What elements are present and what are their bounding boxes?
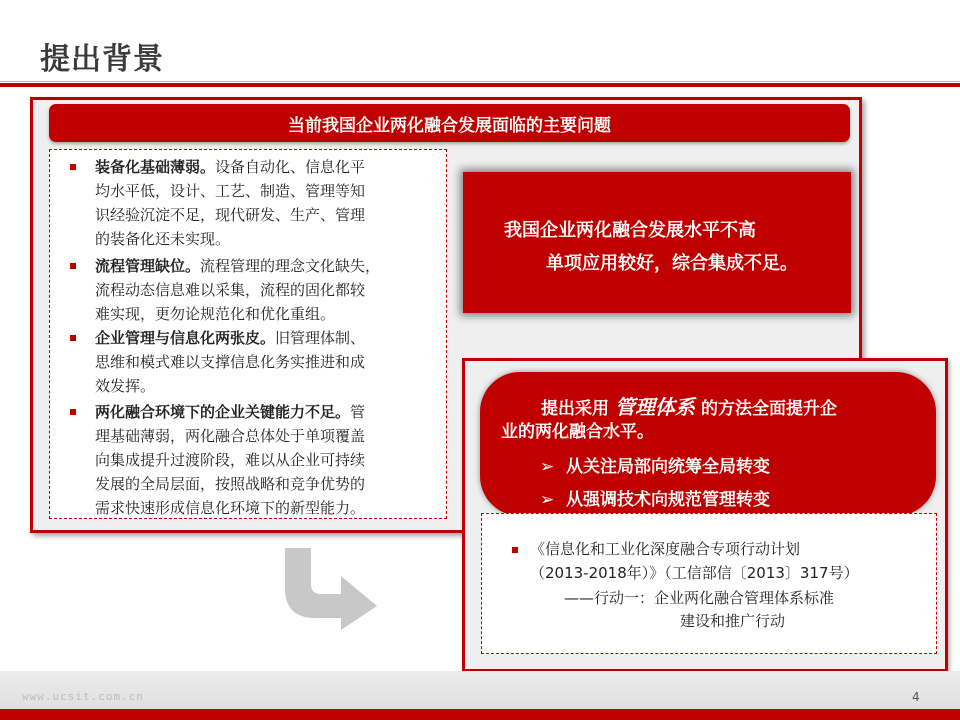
arrow-bullet-icon: ➢ — [540, 490, 555, 510]
square-bullet-icon — [70, 164, 76, 170]
issue-text: 流程动态信息难以采集，流程的固化都较 — [95, 281, 366, 299]
issue-item — [70, 155, 440, 251]
issue-item — [70, 326, 440, 398]
reference-line: 《信息化和工业化深度融合专项行动计划 — [530, 540, 801, 558]
issue-text: 思维和模式难以支撑信息化务实推进和成 — [95, 353, 366, 371]
summary-line: 我国企业两化融合发展水平不高 — [504, 220, 756, 241]
issue-item — [70, 400, 440, 520]
method-point-text: 从强调技术向规范管理转变 — [566, 490, 770, 510]
footer-watermark: www.ucsit.com.cn — [22, 690, 144, 703]
method-text: 业的两化融合水平。 — [501, 422, 654, 442]
reference-line: ——行动一：企业两化融合管理体系标准 — [564, 589, 835, 607]
issue-text: 均水平低，设计、工艺、制造、管理等知 — [95, 182, 366, 200]
problems-header — [49, 104, 850, 142]
title-divider — [0, 83, 960, 87]
turn-arrow-icon — [275, 548, 385, 630]
issue-text: 设备自动化、信息化平 — [215, 158, 366, 176]
issue-heading: 流程管理缺位。 — [95, 257, 201, 275]
issue-text: 难实现，更勿论规范化和优化重组。 — [95, 305, 336, 323]
summary-line: 单项应用较好，综合集成不足。 — [546, 253, 798, 274]
issue-text: 需求快速形成信息化环境下的新型能力。 — [95, 499, 366, 517]
issue-text: 效发挥。 — [95, 377, 156, 395]
slide-title: 提出背景 — [40, 42, 164, 77]
square-bullet-icon — [70, 409, 76, 415]
issue-text: 向集成提升过渡阶段，难以从企业可持续 — [95, 451, 366, 469]
method-text: 提出采用 — [541, 399, 609, 419]
issue-text: 流程管理的理念文化缺失， — [200, 257, 381, 275]
reference-line: （2013-2018年）》（工信部信〔2013〕317号） — [530, 564, 859, 582]
issue-text: 管 — [350, 403, 366, 421]
issue-text: 识经验沉淀不足，现代研发、生产、管理 — [95, 206, 366, 224]
reference-box — [481, 513, 937, 654]
issue-text: 发展的全局层面，按照战略和竞争优势的 — [95, 475, 366, 493]
issue-text: 旧管理体制、 — [275, 329, 366, 347]
issue-heading: 两化融合环境下的企业关键能力不足。 — [95, 403, 351, 421]
issue-item — [70, 254, 440, 326]
issues-list — [49, 149, 447, 519]
method-point-text: 从关注局部向统筹全局转变 — [566, 457, 770, 477]
method-point — [540, 452, 770, 477]
method-callout — [480, 372, 936, 516]
problems-header-text: 当前我国企业两化融合发展面临的主要问题 — [288, 115, 611, 136]
issue-text: 的装备化还未实现。 — [95, 230, 231, 248]
method-point — [540, 485, 770, 510]
square-bullet-icon — [512, 547, 518, 553]
reference-line: 建设和推广行动 — [680, 612, 786, 630]
issue-text: 理基础薄弱，两化融合总体处于单项覆盖 — [95, 427, 366, 445]
issue-heading: 企业管理与信息化两张皮。 — [95, 329, 276, 347]
footer-accent-strip — [0, 709, 960, 720]
issue-heading: 装备化基础薄弱。 — [95, 158, 216, 176]
arrow-bullet-icon: ➢ — [540, 457, 555, 477]
method-emphasis: 管理体系 — [615, 395, 695, 419]
square-bullet-icon — [70, 335, 76, 341]
summary-callout — [463, 172, 851, 313]
page-number: 4 — [912, 690, 920, 704]
method-text: 的方法全面提升企 — [701, 399, 837, 419]
square-bullet-icon — [70, 263, 76, 269]
